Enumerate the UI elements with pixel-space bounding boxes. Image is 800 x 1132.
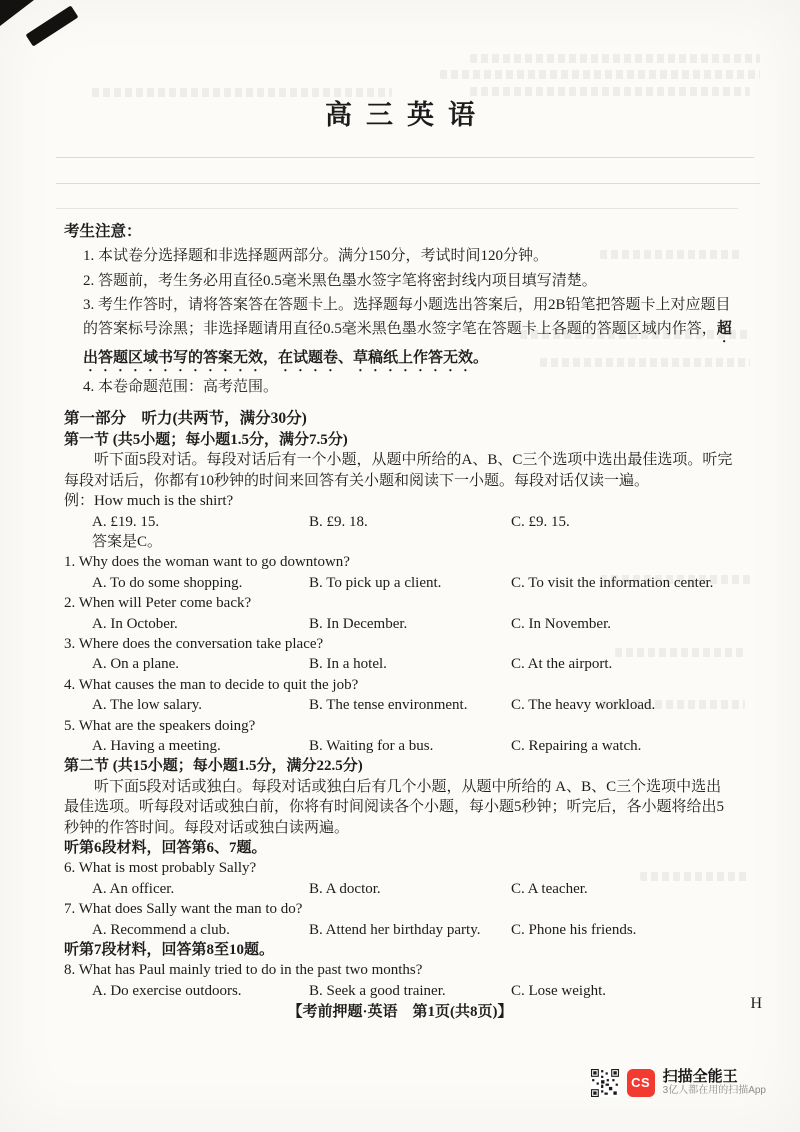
question-6: [64, 858, 736, 899]
section2-instructions: 听下面5段对话或独白。每段对话或独白后有几个小题，从题中所给的 A、B、C三个选项中选出最佳选项。听每段对话或独白前，你将有时间阅读各个小题，每小题5秒钟；听完后，各小题将给出5秒钟的作答时间。每段对话或独白读两遍。: [64, 778, 725, 836]
option-b: B. A doctor.: [309, 880, 381, 897]
qr-code-icon: [591, 1069, 619, 1097]
scanner-tagline: 3亿人都在用的扫描App: [662, 1085, 766, 1096]
scan-corner-artifact: [0, 0, 34, 26]
option-a: A. To do some shopping.: [92, 574, 243, 591]
notice-item-3-emphasis: 超出答题区域书写的答案无效，在试题卷、草稿纸上作答无效。: [83, 321, 732, 367]
example-answer: 答案是C。: [92, 533, 163, 550]
question-4: [64, 675, 736, 716]
option-b: B. Attend her birthday party.: [309, 921, 481, 938]
option-a: A. Having a meeting.: [92, 737, 221, 754]
option-a: A. In October.: [92, 615, 178, 632]
question-options: [64, 920, 736, 940]
section1-heading: 第一节 (共5小题；每小题1.5分，满分7.5分): [64, 431, 348, 448]
bleed-through-artifact: [640, 872, 750, 881]
question-options: [64, 879, 736, 899]
option-b: B. In a hotel.: [309, 656, 387, 673]
section2-heading: 第二节 (共15小题；每小题1.5分，满分22.5分): [64, 758, 363, 775]
bleed-line: [56, 208, 738, 209]
question-text: 5. What are the speakers doing?: [64, 717, 256, 734]
bleed-through-artifact: [600, 575, 750, 584]
page-letter: H: [750, 995, 762, 1012]
option-c: C. A teacher.: [511, 880, 588, 897]
option-a: A. Recommend a club.: [92, 921, 230, 938]
page-content: [0, 98, 800, 1001]
question-2: [64, 593, 736, 634]
question-text: 1. Why does the woman want to go downtown?: [64, 554, 350, 571]
option-c: C. At the airport.: [511, 656, 613, 673]
question-text: 6. What is most probably Sally?: [64, 860, 257, 877]
option-a: A. Do exercise outdoors.: [92, 982, 242, 999]
option-c: C. Phone his friends.: [511, 921, 637, 938]
option-a: A. An officer.: [92, 880, 175, 897]
example-question: 例：How much is the shirt?: [64, 493, 234, 510]
page-footer: [0, 1000, 800, 1021]
question-text: 4. What causes the man to decide to quit the job?: [64, 676, 359, 693]
example-options: [64, 512, 736, 532]
bleed-line: [56, 157, 754, 158]
question-options: [64, 736, 736, 756]
option-c: C. £9. 15.: [511, 513, 570, 530]
option-b: B. The tense environment.: [309, 697, 468, 714]
scan-mark-artifact: [26, 5, 79, 46]
question-options: [64, 981, 736, 1001]
question-text: 3. Where does the conversation take place?: [64, 635, 324, 652]
option-c: C. In November.: [511, 615, 611, 632]
camscanner-logo-icon: CS: [627, 1069, 655, 1097]
question-options: [64, 654, 736, 674]
question-7: [64, 899, 736, 940]
option-a: A. The low salary.: [92, 697, 202, 714]
bleed-through-artifact: [615, 648, 745, 657]
option-c: C. The heavy workload.: [511, 697, 656, 714]
question-1: [64, 552, 736, 593]
footer-text: 【考前押题·英语 第1页(共8页)】: [287, 1004, 513, 1020]
question-8: [64, 960, 736, 1001]
bleed-line: [56, 183, 760, 184]
part1-heading: 第一部分 听力(共两节，满分30分): [64, 410, 307, 428]
option-c: C. To visit the information center.: [511, 574, 714, 591]
notice-item-1: 1. 本试卷分选择题和非选择题两部分。满分150分，考试时间120分钟。: [83, 248, 549, 265]
option-c: C. Repairing a watch.: [511, 737, 642, 754]
option-a: A. £19. 15.: [92, 513, 160, 530]
question-text: 7. What does Sally want the man to do?: [64, 901, 303, 918]
scanner-brand-name: 扫描全能王: [662, 1068, 738, 1085]
bleed-through-artifact: [470, 87, 750, 96]
notice-heading: 考生注意：: [64, 223, 142, 240]
section1-instructions: 听下面5段对话。每段对话后有一个小题，从题中所给的A、B、C三个选项中选出最佳选项。听完每段对话后，你都有10秒钟的时间来回答有关小题和阅读下一小题。每段对话仅读一遍。: [64, 452, 733, 489]
scanner-brand-block: [663, 1068, 766, 1097]
bleed-through-artifact: [92, 88, 392, 97]
material-7-heading: 听第7段材料，回答第8至10题。: [64, 942, 275, 959]
question-5: [64, 716, 736, 757]
material-6-heading: 听第6段材料，回答第6、7题。: [64, 840, 267, 857]
page-title: 高三英语: [325, 100, 489, 130]
option-a: A. On a plane.: [92, 656, 180, 673]
question-text: 8. What has Paul mainly tried to do in the past two months?: [64, 962, 423, 979]
notice-item-4: 4. 本卷命题范围：高考范围。: [83, 379, 279, 396]
bleed-through-artifact: [600, 700, 745, 709]
option-b: B. £9. 18.: [309, 513, 368, 530]
notice-section: [64, 220, 736, 399]
question-text: 2. When will Peter come back?: [64, 595, 252, 612]
option-b: B. In December.: [309, 615, 408, 632]
scanner-watermark: [591, 1068, 766, 1097]
notice-item-2: 2. 答题前，考生务必用直径0.5毫米黑色墨水签字笔将密封线内项目填写清楚。: [83, 272, 597, 289]
bleed-through-artifact: [470, 54, 760, 63]
question-options: [64, 614, 736, 634]
option-b: B. To pick up a client.: [309, 574, 442, 591]
notice-item-3-text: 3. 考生作答时，请将答案答在答题卡上。选择题每小题选出答案后，用2B铅笔把答题卡上对应题目的答案标号涂黑；非选择题请用直径0.5毫米黑色墨水签字笔在答题卡上各题的答题区域内作答，: [83, 296, 731, 338]
bleed-through-artifact: [440, 70, 760, 79]
bleed-through-artifact: [600, 250, 740, 259]
option-b: B. Waiting for a bus.: [309, 737, 434, 754]
option-c: C. Lose weight.: [511, 982, 606, 999]
option-b: B. Seek a good trainer.: [309, 982, 446, 999]
bleed-through-artifact: [520, 330, 750, 339]
bleed-through-artifact: [540, 358, 750, 367]
